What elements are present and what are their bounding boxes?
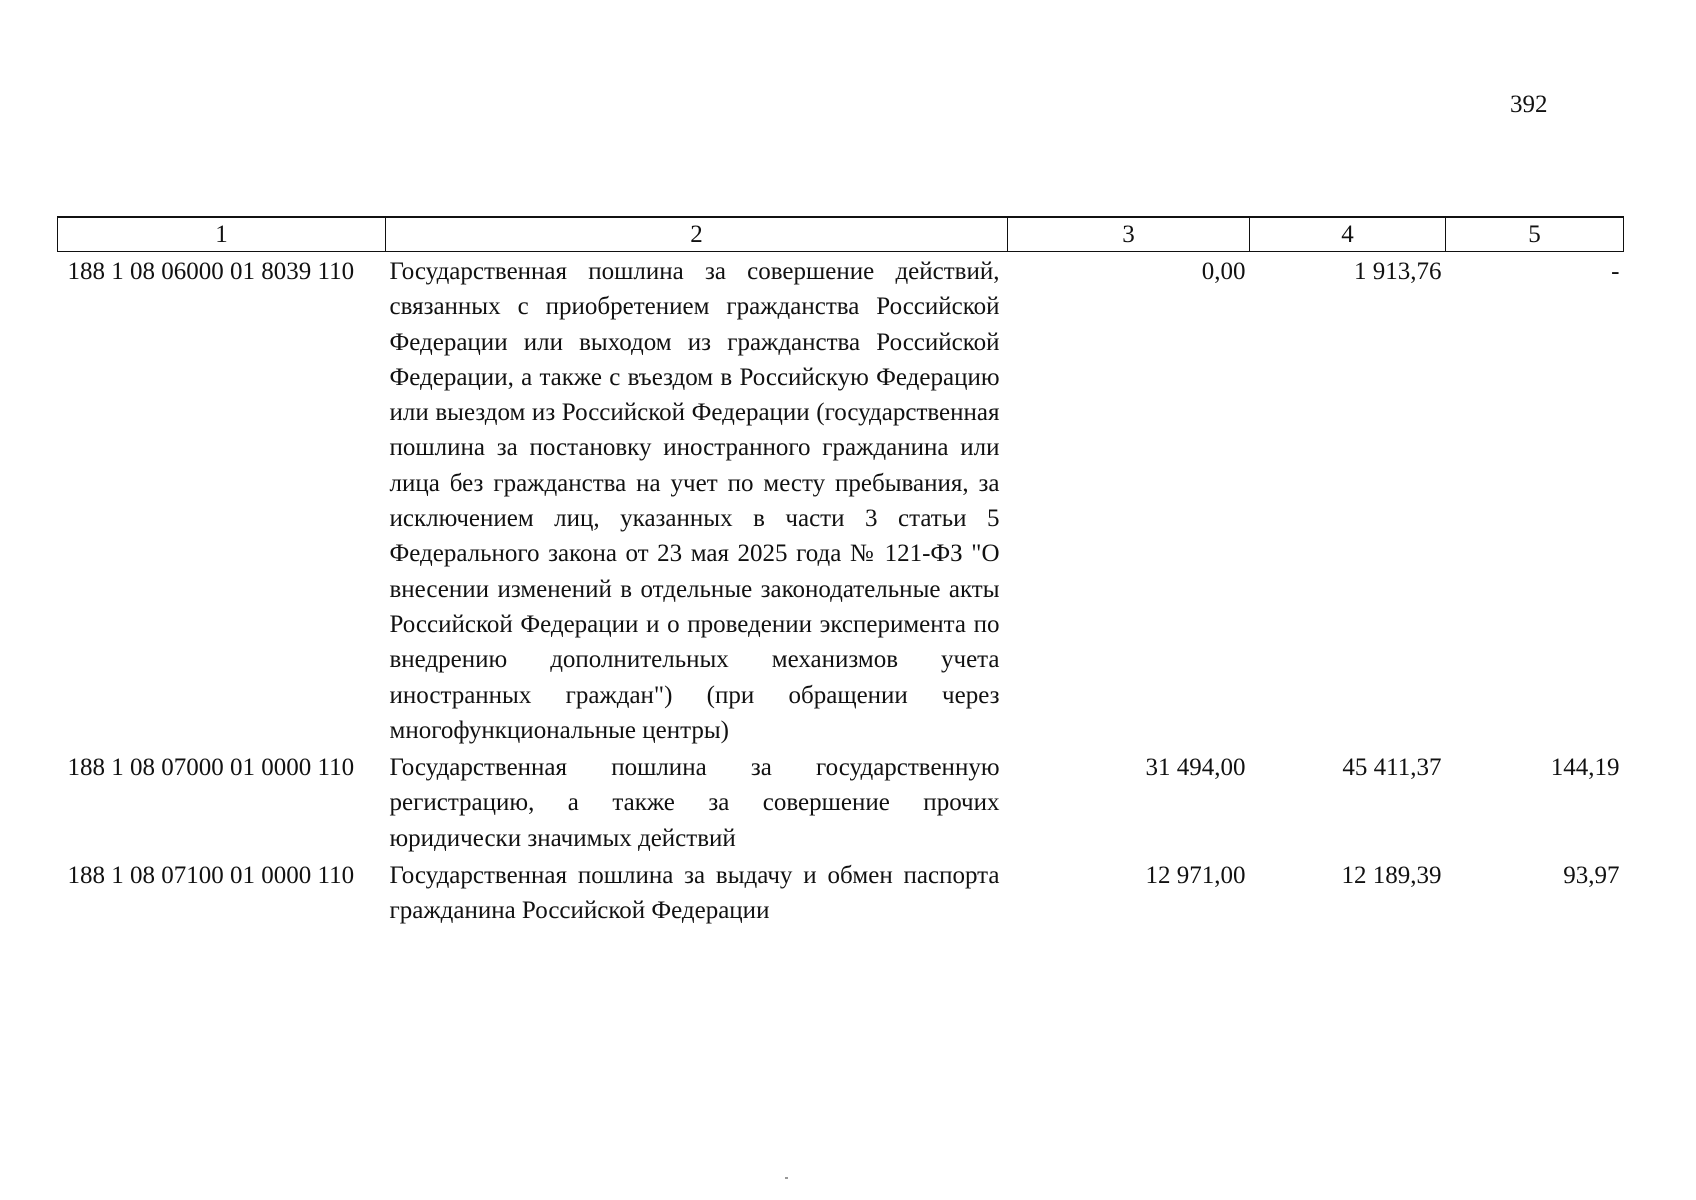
table-header [58, 217, 1624, 252]
row-col5-value: - [1611, 258, 1620, 285]
table-row [58, 252, 1624, 749]
header-col-3: 3 [1008, 217, 1250, 252]
row-col4-value: 1 913,76 [1354, 258, 1442, 285]
row-col3-value: 0,00 [1201, 258, 1246, 285]
header-col-4: 4 [1250, 217, 1446, 252]
row-description: Государственная пошлина за совершение действий, связанных с приобретением гражданства Российской Федерации или выходом из гражданства Российской Федерации, а также с въездом в Российскую Федерацию или выездом из Российской Федерации (государственная пошлина за постановку иностранного гражданина или лица без гражданства на учет по месту пребывания, за исключением лиц, указанных в части 3 статьи 5 Федерального закона от 23 мая 2025 года № 121-ФЗ "О внесении изменений в отдельные законодательные акты Российской Федерации и о проведении эксперимента по внедрению дополнительных механизмов учета иностранных граждан") (при обращении через многофункциональные центры) [389, 258, 1000, 744]
scan-artifact [785, 1177, 788, 1179]
table-row [58, 856, 1624, 929]
row-code: 188 1 08 07000 01 0000 110 [67, 754, 355, 782]
row-code: 188 1 08 06000 01 8039 110 [67, 258, 355, 285]
header-col-5: 5 [1446, 217, 1624, 252]
row-col4-value: 12 189,39 [1341, 862, 1442, 890]
row-description: Государственная пошлина за государственную регистрацию, а также за совершение прочих юридически значимых действий [389, 754, 1000, 852]
page-number: 392 [1510, 91, 1548, 118]
row-col4-value: 45 411,37 [1342, 754, 1442, 782]
row-col3-value: 31 494,00 [1145, 754, 1246, 782]
header-col-1: 1 [58, 217, 386, 252]
table-body [58, 252, 1624, 929]
row-col5-value: 144,19 [1550, 754, 1620, 782]
row-description: Государственная пошлина за выдачу и обмен паспорта гражданина Российской Федерации [389, 862, 1000, 925]
row-code: 188 1 08 07100 01 0000 110 [67, 862, 355, 890]
header-row [58, 217, 1624, 252]
header-col-2: 2 [386, 217, 1008, 252]
row-col5-value: 93,97 [1563, 862, 1620, 890]
row-col3-value: 12 971,00 [1145, 862, 1246, 890]
table-row [58, 748, 1624, 856]
budget-table [57, 216, 1624, 929]
